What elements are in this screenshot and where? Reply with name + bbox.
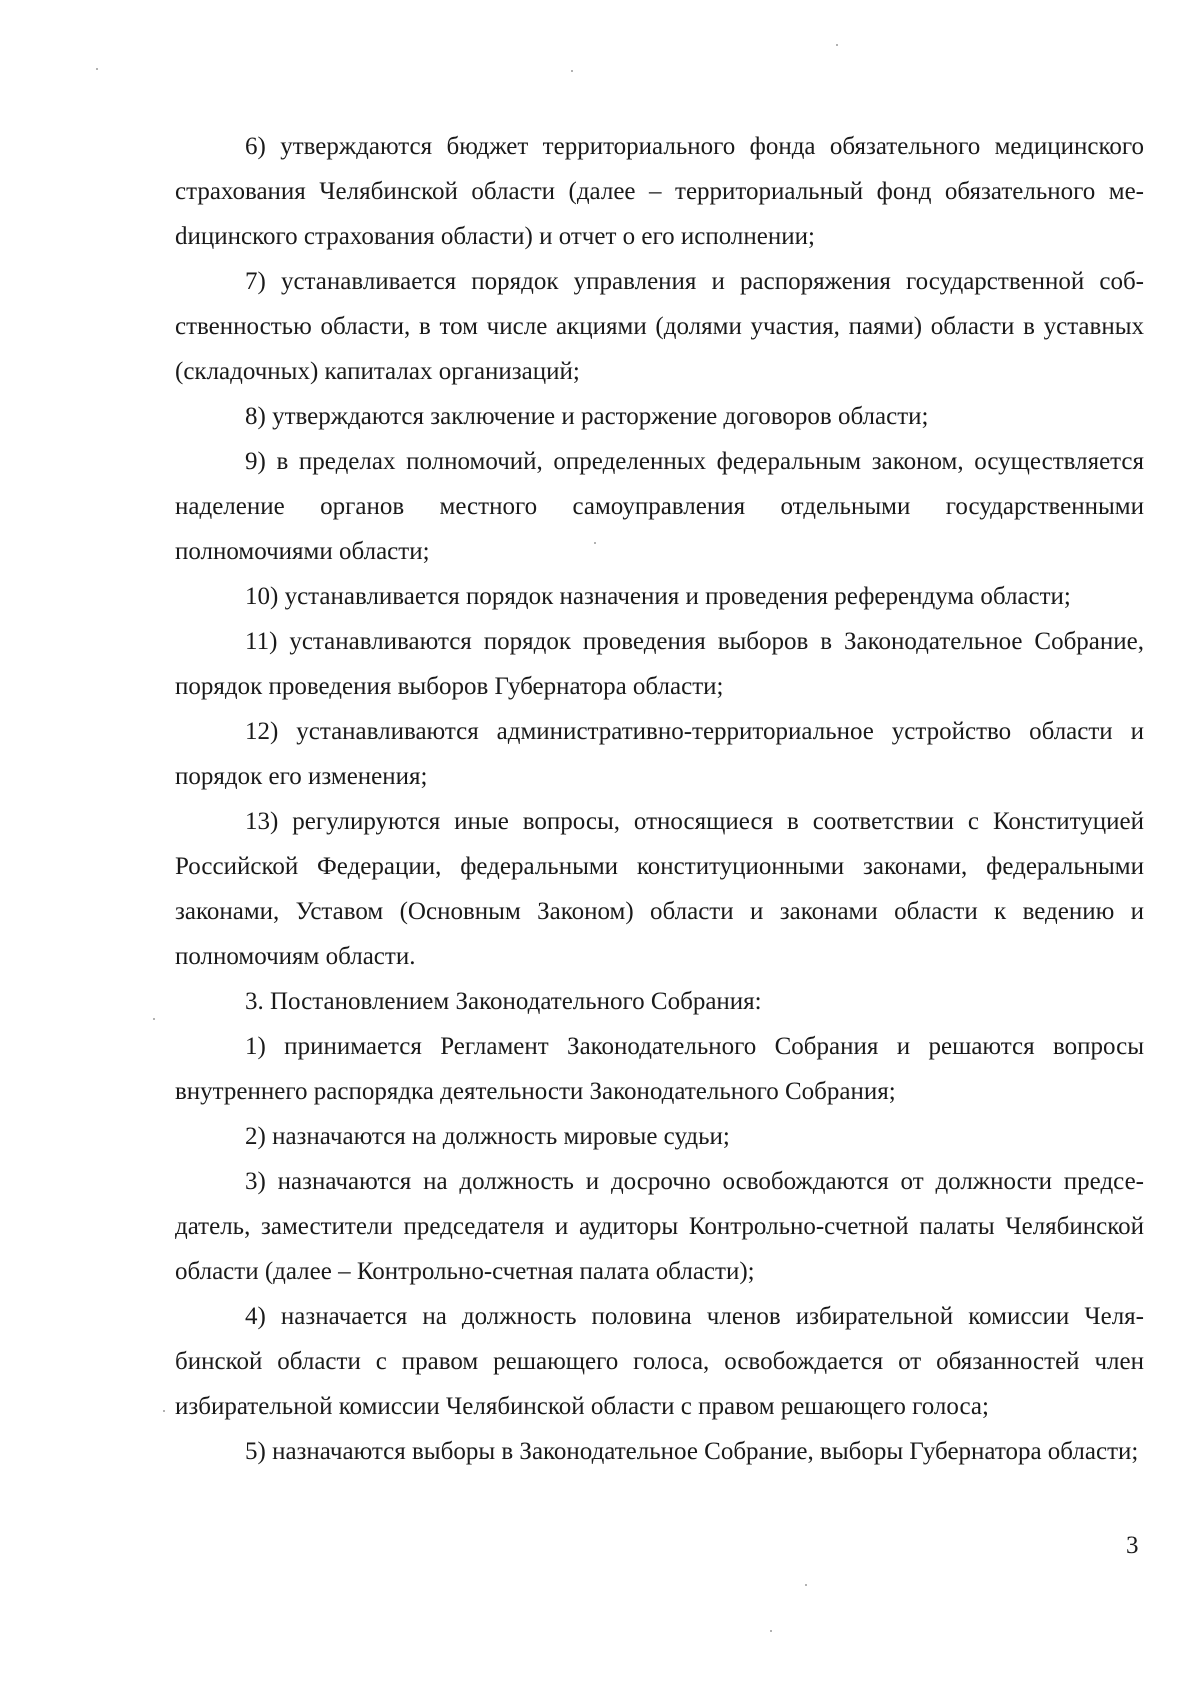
paragraph-item-4-election-commission: 4) назначается на должность половина членов избирательной комиссии Челябинской области с правом решающего голоса, освобождается от обязанностей член избирательной комиссии Челябинской области с правом решающего голоса;: [175, 1303, 1144, 1420]
paragraph-item-11-elections: 11) устанавливаются порядок проведения выборов в Законодательное Собрание, порядок проведения выборов Губернатора области;: [175, 628, 1144, 700]
scan-speck: [770, 1630, 772, 1632]
paragraph-item-5-elections-called: 5) назначаются выборы в Законодательное Собрание, выборы Губернатора области;: [245, 1438, 1139, 1465]
scan-speck: [153, 1018, 155, 1020]
scan-speck: [836, 44, 838, 46]
paragraph-item-12-territory: 12) устанавливаются административно-территориальное устройство области и порядок его изменения;: [175, 718, 1144, 790]
paragraph-item-2-judges: 2) назначаются на должность мировые судьи;: [245, 1123, 730, 1150]
scan-speck: [805, 1584, 807, 1586]
paragraph-item-9-local-government: 9) в пределах полномочий, определенных федеральным законом, осуществляется наделение органов местного самоуправления отдельными государственными полномочиями области;: [175, 448, 1144, 565]
paragraph-item-6-budget: 6) утверждаются бюджет территориального фонда обязательного медицинского страхования Челябинской области (далее – территориальный фонд обязательного меdицинского страхования области) и отчет о его исполнении;: [175, 133, 1144, 250]
page-number: 3: [1126, 1532, 1139, 1559]
scan-speck: [163, 1410, 165, 1412]
section-heading-3-resolution: 3. Постановлением Законодательного Собрания:: [245, 988, 762, 1015]
paragraph-item-13-other-questions: 13) регулируются иные вопросы, относящиеся в соответствии с Конституцией Российской Федерации, федеральными конституционными законами, федеральными законами, Уставом (Основным Законом) области и законами области к ведению и полномочиям области.: [175, 808, 1144, 970]
paragraph-item-1-regulations: 1) принимается Регламент Законодательного Собрания и решаются вопросы внутреннего распорядка деятельности Законодательного Собрания;: [175, 1033, 1144, 1105]
paragraph-item-8-agreements: 8) утверждаются заключение и расторжение договоров области;: [245, 403, 929, 430]
paragraph-item-7-property: 7) устанавливается порядок управления и распоряжения государственной собственностью области, в том числе акциями (долями участия, паями) области в уставных (складочных) капиталах организаций;: [175, 268, 1144, 385]
paragraph-item-10-referendum: 10) устанавливается порядок назначения и проведения референдума области;: [245, 583, 1071, 610]
paragraph-item-3-audit-chamber: 3) назначаются на должность и досрочно освобождаются от должности председатель, заместители председателя и аудиторы Контрольно-счетной палаты Челябинской области (далее – Контрольно-счетная палата области);: [175, 1168, 1144, 1285]
document-body: [175, 124, 1144, 1474]
scan-speck: [594, 542, 596, 544]
scan-speck: [571, 70, 573, 72]
scan-speck: [96, 68, 98, 70]
